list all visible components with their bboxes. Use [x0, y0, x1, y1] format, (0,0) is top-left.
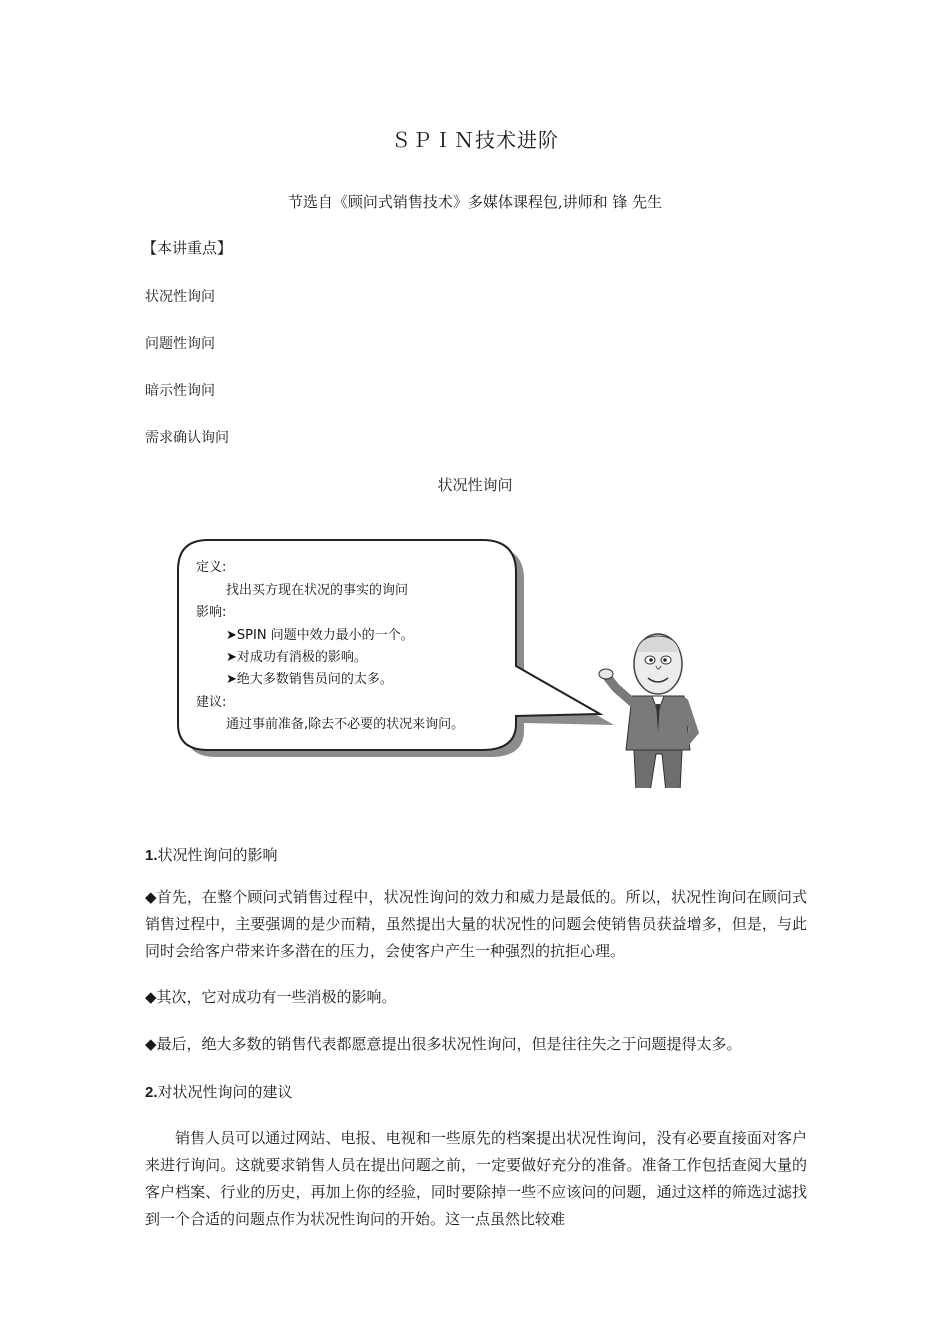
bubble-suggestion-label: 建议: [196, 695, 227, 710]
bubble-impact-item: ➤对成功有消极的影响。 [226, 650, 367, 665]
key-points-heading: 【本讲重点】 [142, 239, 233, 257]
document-subtitle: 节选自《顾问式销售技术》多媒体课程包,讲师和 锋 先生 [287, 193, 663, 211]
paragraph-4: 销售人员可以通过网站、电报、电视和一些原先的档案提出状况性询问，没有必要直接面对客户来进行询问。这就要求销售人员在提出问题之前，一定要做好充分的准备。准备工作包括查阅大量的客户档案、行业的历史，再加上你的经验，同时要除掉一些不应该问的问题，通过这样的筛选过滤找到一个合适的问题点作为状况性询问的开始。这一点虽然比较难 [145, 1129, 807, 1228]
key-point-1: 状况性询问 [145, 289, 215, 305]
speech-bubble-figure [170, 528, 730, 788]
heading-2-text: 对状况性询问的建议 [157, 1083, 293, 1101]
key-point-2: 问题性询问 [145, 336, 215, 352]
heading-2 [145, 1081, 293, 1102]
bubble-definition-text: 找出买方现在状况的事实的询问 [226, 583, 409, 598]
heading-1-text: 状况性询问的影响 [157, 846, 278, 864]
bubble-impact-label: 影响: [196, 605, 227, 620]
section-heading: 状况性询问 [437, 476, 513, 494]
heading-1-number: 1. [145, 847, 158, 864]
key-point-4: 需求确认询问 [145, 430, 229, 446]
bubble-impact-item: ➤绝大多数销售员问的太多。 [226, 672, 393, 687]
document-title: ＳＰＩＮ技术进阶 [391, 128, 559, 152]
bubble-definition-label: 定义: [196, 560, 227, 575]
paragraph-2: ◆其次，它对成功有一些消极的影响。 [145, 988, 397, 1006]
bubble-suggestion-text: 通过事前准备,除去不必要的状况来询问。 [226, 717, 465, 732]
paragraph-3: ◆最后，绝大多数的销售代表都愿意提出很多状况性询问，但是往往失之于问题提得太多。 [145, 1035, 742, 1053]
heading-1 [145, 844, 278, 865]
heading-2-number: 2. [145, 1084, 158, 1101]
key-point-3: 暗示性询问 [145, 383, 215, 399]
bubble-impact-item: ➤SPIN 问题中效力最小的一个。 [226, 628, 414, 643]
presenter-figure [599, 634, 694, 788]
paragraph-1: ◆首先，在整个顾问式销售过程中，状况性询问的效力和威力是最低的。所以，状况性询问在顾问式销售过程中，主要强调的是少而精，虽然提出大量的状况性的问题会使销售员获益增多，但是，与此同时会给客户带来许多潜在的压力，会使客户产生一种强烈的抗拒心理。 [145, 888, 807, 960]
